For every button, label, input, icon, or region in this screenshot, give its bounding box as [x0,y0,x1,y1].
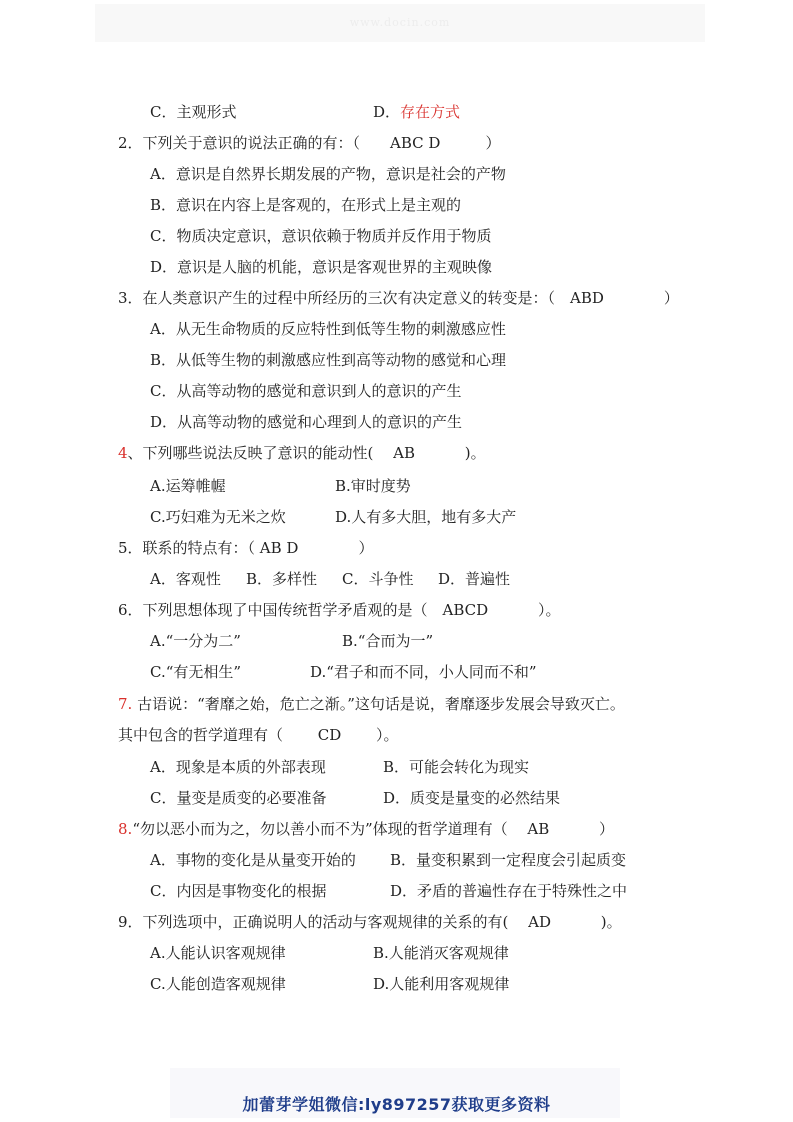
q4-stem [118,443,486,463]
q4-option-b: B.审时度势 [335,477,411,495]
q5-option-d: D．普遍性 [438,570,511,588]
q7-option-a: A．现象是本质的外部表现 [150,758,326,776]
q8-option-c: C．内因是事物变化的根据 [150,882,327,900]
q4-stem-text: 、下列哪些说法反映了意识的能动性( AB )。 [127,444,486,462]
q1-option-c: C．主观形式 [150,103,237,121]
q4-option-c: C.巧妇难为无米之炊 [150,508,286,526]
q7-option-d: D．质变是量变的必然结果 [383,789,561,807]
q1-option-d-label: D． [373,103,401,121]
q9-option-b: B.人能消灭客观规律 [373,944,509,962]
q5-option-c: C．斗争性 [342,570,414,588]
q8-number: 8. [118,820,133,838]
q9-stem: 9．下列选项中，正确说明人的活动与客观规律的关系的有( AD )。 [118,913,622,931]
q6-option-d: D.“君子和而不同，小人同而不和” [310,663,537,681]
q3-option-b: B．从低等生物的刺激感应性到高等动物的感觉和心理 [150,351,507,369]
q8-option-b: B．量变积累到一定程度会引起质变 [390,851,627,869]
q2-option-c: C．物质决定意识，意识依赖于物质并反作用于物质 [150,227,492,245]
q8-stem-text: “勿以恶小而为之，勿以善小而不为”体现的哲学道理有（ AB ） [132,820,615,838]
q2-option-d: D．意识是人脑的机能，意识是客观世界的主观映像 [150,258,493,276]
q9-option-d: D.人能利用客观规律 [373,975,510,993]
q7-option-b: B．可能会转化为现实 [383,758,530,776]
q3-option-d: D．从高等动物的感觉和心理到人的意识的产生 [150,413,463,431]
q3-option-c: C．从高等动物的感觉和意识到人的意识的产生 [150,382,462,400]
q1-option-d-text: 存在方式 [400,103,461,121]
q5-option-a: A．客观性 [150,570,221,588]
q5-option-b: B．多样性 [246,570,318,588]
q2-option-a: A．意识是自然界长期发展的产物，意识是社会的产物 [150,165,506,183]
q7-stem [118,694,625,714]
q4-option-a: A.运筹帷幄 [150,477,226,495]
q7-stem-text: 古语说：“奢靡之始，危亡之渐。”这句话是说，奢靡逐步发展会导致灭亡。 [132,695,625,713]
q2-option-b: B．意识在内容上是客观的，在形式上是主观的 [150,196,462,214]
q8-option-d: D．矛盾的普遍性存在于特殊性之中 [390,882,628,900]
q4-option-d: D.人有多大胆，地有多大产 [335,508,517,526]
q6-option-b: B.“合而为一” [342,632,434,650]
q8-stem [118,819,614,839]
q1-option-d [373,102,460,122]
q6-stem: 6．下列思想体现了中国传统哲学矛盾观的是（ ABCD ）。 [118,601,561,619]
q6-option-c: C.“有无相生” [150,663,242,681]
q7-stem-continued: 其中包含的哲学道理有（ CD ）。 [118,726,399,744]
footer-promo-text: 加蕾芽学姐微信:ly897257获取更多资料 [242,1095,551,1114]
q8-option-a: A．事物的变化是从量变开始的 [150,851,356,869]
q7-option-c: C．量变是质变的必要准备 [150,789,327,807]
q9-option-a: A.人能认识客观规律 [150,944,286,962]
q6-option-a: A.“一分为二” [150,632,241,650]
header-watermark: www.docin.com [349,16,451,29]
q4-number: 4 [118,444,128,462]
q9-option-c: C.人能创造客观规律 [150,975,286,993]
q3-stem: 3．在人类意识产生的过程中所经历的三次有决定意义的转变是：（ ABD ） [118,289,679,307]
q2-stem: 2．下列关于意识的说法正确的有：（ ABC D ） [118,134,501,152]
q7-number: 7. [118,695,133,713]
q5-stem: 5．联系的特点有：（ AB D ） [118,539,374,557]
q3-option-a: A．从无生命物质的反应特性到低等生物的刺激感应性 [150,320,506,338]
header-watermark-band [95,4,705,42]
